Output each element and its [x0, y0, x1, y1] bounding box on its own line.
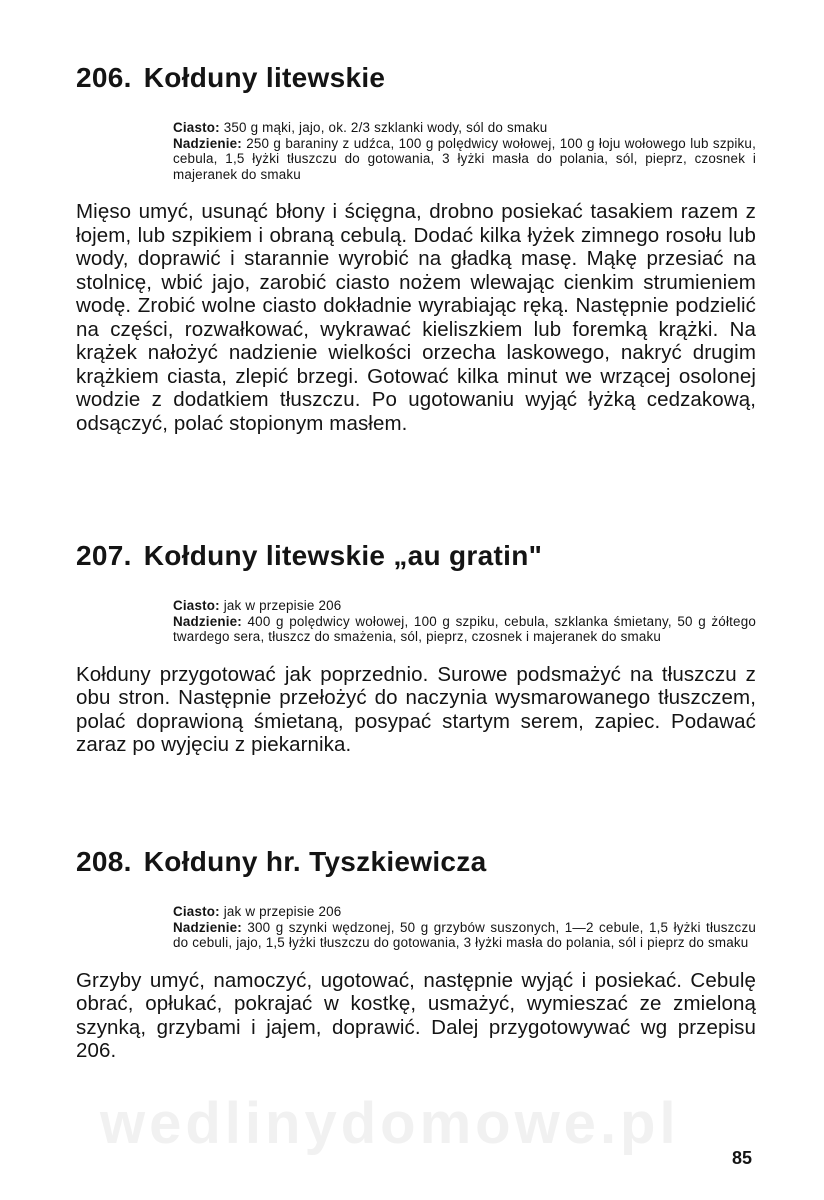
- recipe-title: [76, 62, 756, 94]
- recipe-title: [76, 846, 756, 878]
- instructions: Grzyby umyć, namoczyć, ugotować, następnie wyjąć i posiekać. Cebulę obrać, opłukać, pokrajać w kostkę, usmażyć, wymieszać ze zmieloną szynką, grzybami i jajem, doprawić. Dalej przygotowywać wg przepisu 206.: [76, 968, 756, 1062]
- filling-line: [173, 136, 756, 183]
- recipe-name: Kołduny litewskie „au gratin": [143, 540, 543, 571]
- recipe-208: [76, 846, 756, 1063]
- dough-line: [173, 598, 756, 614]
- watermark: wedlinydomowe.pl: [100, 1091, 680, 1156]
- filling-label: Nadzienie:: [173, 919, 242, 935]
- instructions: Mięso umyć, usunąć błony i ścięgna, drobno posiekać tasakiem razem z łojem, lub szpikiem i obraną cebulą. Dodać kilka łyżek zimnego rosołu lub wody, doprawić i starannie wyrobić na gładką masę. Mąkę przesiać na stolnicę, wbić jajo, zarobić ciasto nożem wlewając cienkim strumieniem wodę. Zrobić wolne ciasto dokładnie wyrabiając ręką. Następnie podzielić na części, rozwałkować, wykrawać kieliszkiem lub foremką krążki. Na krążek nałożyć nadzienie wielkości orzecha laskowego, nakryć drugim krążkiem ciasta, zlepić brzegi. Gotować kilka minut we wrzącej osolonej wodzie z dodatkiem tłuszczu. Po ugotowaniu wyjąć łyżką cedzakową, odsączyć, polać stopionym masłem.: [76, 200, 756, 435]
- filling-label: Nadzienie:: [173, 613, 242, 629]
- dough-label: Ciasto:: [173, 120, 220, 135]
- recipe-206: [76, 62, 756, 435]
- recipe-207: [76, 540, 756, 757]
- dough-text: 350 g mąki, jajo, ok. 2/3 szklanki wody, sól do smaku: [223, 120, 548, 135]
- ingredients-block: [173, 120, 756, 182]
- dough-label: Ciasto:: [173, 904, 220, 919]
- filling-line: [173, 920, 756, 951]
- dough-line: [173, 904, 756, 920]
- dough-line: [173, 120, 756, 136]
- page-number: 85: [732, 1148, 753, 1168]
- dough-text: jak w przepisie 206: [223, 598, 342, 613]
- dough-label: Ciasto:: [173, 598, 220, 613]
- instructions: Kołduny przygotować jak poprzednio. Surowe podsmażyć na tłuszczu z obu stron. Następnie przełożyć do naczynia wysmarowanego tłuszczem, polać doprawioną śmietaną, posypać startym serem, zapiec. Podawać zaraz po wyjęciu z piekarnika.: [76, 662, 756, 756]
- dough-text: jak w przepisie 206: [223, 904, 342, 919]
- filling-label: Nadzienie:: [173, 135, 242, 151]
- ingredients-block: [173, 598, 756, 645]
- ingredients-block: [173, 904, 756, 951]
- recipe-number: 206.: [76, 62, 132, 93]
- recipe-number: 208.: [76, 846, 132, 877]
- filling-text: 400 g polędwicy wołowej, 100 g szpiku, cebula, szklanka śmietany, 50 g żółtego twardego sera, tłuszcz do smażenia, sól, pieprz, czosnek i majeranek do smaku: [173, 613, 756, 644]
- recipe-name: Kołduny litewskie: [143, 62, 386, 93]
- filling-text: 300 g szynki wędzonej, 50 g grzybów suszonych, 1—2 cebule, 1,5 łyżki tłuszczu do cebuli, jajo, 1,5 łyżki tłuszczu do gotowania, 3 łyżki masła do polania, sól i pieprz do smaku: [173, 919, 756, 950]
- recipe-title: [76, 540, 756, 572]
- recipe-number: 207.: [76, 540, 132, 571]
- filling-text: 250 g baraniny z udźca, 100 g polędwicy wołowej, 100 g łoju wołowego lub szpiku, cebula, 1,5 łyżki tłuszczu do gotowania, 3 łyżki masła do polania, sól, pieprz, czosnek i majeranek do smaku: [173, 135, 757, 182]
- recipe-name: Kołduny hr. Tyszkiewicza: [143, 846, 487, 877]
- filling-line: [173, 614, 756, 645]
